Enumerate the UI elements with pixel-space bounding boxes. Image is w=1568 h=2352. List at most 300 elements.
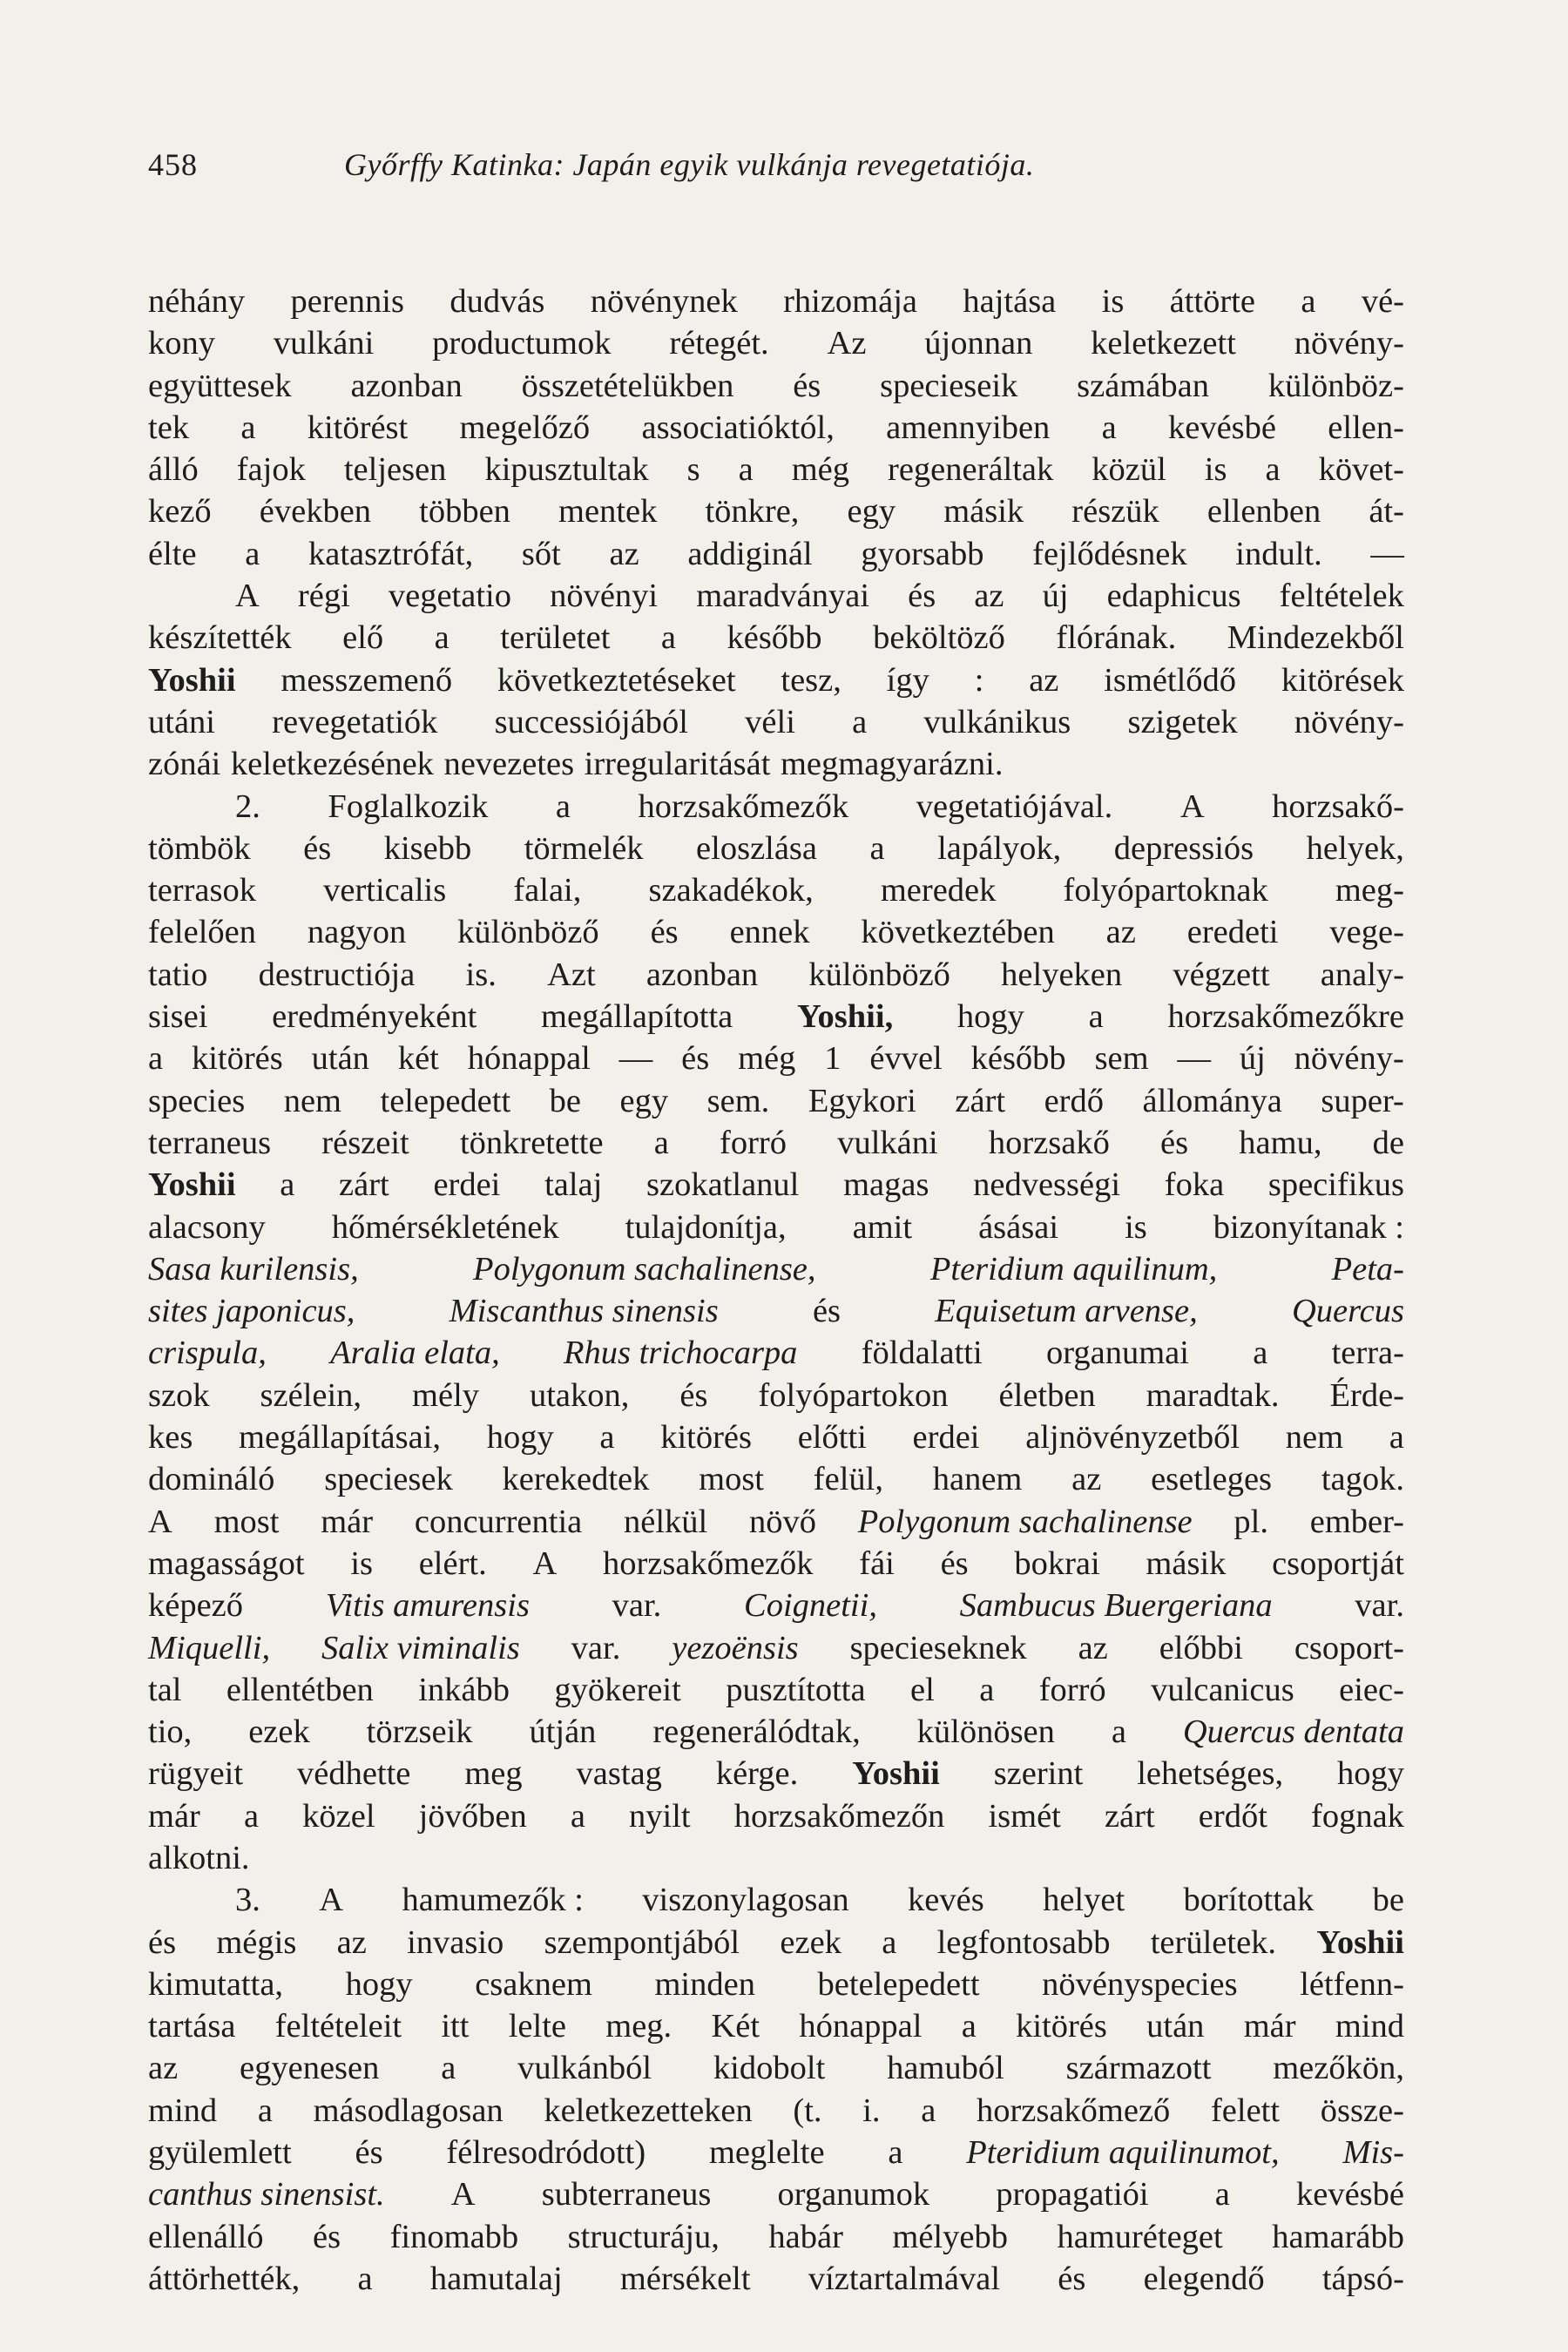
word: nem [283, 1082, 341, 1119]
word: Egykori [808, 1082, 916, 1119]
word: mind [148, 2092, 218, 2129]
text-line [148, 1669, 1404, 1711]
word: katasztrófát, [308, 535, 474, 572]
word: A [148, 1503, 172, 1540]
word: tal [148, 1671, 182, 1708]
word: tesz, [781, 661, 841, 699]
word: nevezetes [443, 746, 575, 783]
word: — [618, 1040, 653, 1078]
word: mentek [558, 493, 658, 531]
word: rétegét. [669, 325, 769, 362]
species-name: Miquelli, [148, 1629, 271, 1666]
species-name: Vitis amurensis [325, 1587, 530, 1625]
word: finomabb [389, 2218, 519, 2255]
word: másik [1146, 1544, 1227, 1582]
text-line [148, 2173, 1404, 2215]
word: szokatlanul [646, 1166, 800, 1204]
word: szok [148, 1376, 210, 1414]
word: terraneus [148, 1124, 272, 1161]
species-name: canthus sinensist. [148, 2176, 385, 2213]
word: specieseknek [849, 1629, 1027, 1666]
word: létfenn- [1300, 1965, 1404, 2003]
word: falai, [513, 872, 582, 909]
word: var. [571, 1629, 621, 1666]
word: alacsony [148, 1208, 266, 1246]
word: terrasok [148, 872, 256, 909]
word: egy [619, 1082, 669, 1119]
word: előtti [797, 1419, 867, 1456]
text-line [148, 659, 1404, 701]
text-line [148, 1248, 1404, 1290]
word: és [650, 914, 679, 951]
word: mély [412, 1376, 480, 1414]
author-name: Yoshii, [797, 998, 894, 1036]
word: horzsakőmezőn [733, 1797, 945, 1835]
text-line [148, 2216, 1404, 2258]
word: organumok [777, 2176, 930, 2213]
word: zárt [955, 1082, 1006, 1119]
word: kitörések [1281, 661, 1404, 699]
word: bokrai [1014, 1544, 1100, 1582]
word: felett [1210, 2092, 1281, 2129]
text-line [148, 407, 1404, 449]
word: szigetek [1127, 703, 1238, 740]
word: erdei [433, 1166, 501, 1204]
word: és [812, 1293, 841, 1330]
text-line [148, 1375, 1404, 1416]
word: helyek, [1306, 829, 1404, 867]
word: jövőben [418, 1797, 527, 1835]
word: a [1389, 1419, 1404, 1456]
word: s [686, 451, 700, 489]
word: lehetséges, [1137, 1755, 1284, 1793]
word: erdei [912, 1419, 980, 1456]
word: évvel [869, 1040, 943, 1078]
word: telepedett [380, 1082, 511, 1119]
word: irregularitását [584, 746, 771, 783]
word: készítették [148, 619, 292, 657]
word: felelően [148, 914, 256, 951]
word: utáni [148, 703, 215, 740]
word: még [791, 451, 850, 489]
word: és [148, 1923, 177, 1961]
word: be [549, 1082, 582, 1119]
word: habár [768, 2218, 843, 2255]
word: a [555, 787, 571, 825]
text-line [148, 1711, 1404, 1753]
word: után [1146, 2008, 1205, 2045]
word: Érde- [1329, 1376, 1404, 1414]
species-name: Coignetii, [744, 1587, 877, 1625]
word: a [653, 1124, 669, 1161]
word: a [1088, 998, 1104, 1036]
word: másik [943, 493, 1024, 531]
word: analy- [1320, 956, 1404, 993]
word: és [1058, 2260, 1086, 2297]
word: kérge. [715, 1755, 799, 1793]
word: növény- [1294, 703, 1404, 740]
word: a [882, 1923, 897, 1961]
word: és [355, 2134, 383, 2172]
word: elért. [418, 1544, 487, 1582]
word: részeit [321, 1124, 409, 1161]
word: ismétlődő [1104, 661, 1237, 699]
word: tönkretette [459, 1124, 604, 1161]
word: tömbök [148, 829, 251, 867]
word: vé- [1361, 283, 1404, 320]
word: vulcanicus [1151, 1671, 1294, 1708]
word: és [313, 2218, 341, 2255]
word: hajtása [963, 283, 1057, 320]
page-number: 458 [148, 147, 198, 182]
word: össze- [1320, 2092, 1404, 2129]
word: terra- [1331, 1335, 1404, 1372]
word: már [321, 1503, 374, 1540]
word: indult. [1235, 535, 1322, 572]
word: 1 [824, 1040, 841, 1078]
word: kevés [908, 1882, 984, 1919]
word: horzsakőmezőkre [1167, 998, 1404, 1036]
word: a [738, 451, 754, 489]
word: többen [419, 493, 510, 531]
word: esetleges [1151, 1461, 1273, 1498]
word: a [961, 2008, 977, 2045]
word: Az [827, 325, 867, 362]
word: képező [148, 1587, 244, 1625]
word: kony [148, 325, 215, 362]
text-line [148, 1164, 1404, 1206]
text-line [148, 449, 1404, 490]
word: növényi [550, 578, 659, 615]
species-name: sites japonicus, [148, 1293, 355, 1330]
word: domináló [148, 1461, 275, 1498]
word: így [886, 661, 929, 699]
word: amennyiben [886, 409, 1051, 446]
word: keletkezésének [230, 746, 434, 783]
word: tulajdonítja, [625, 1208, 787, 1246]
word: betelepedett [817, 1965, 980, 2003]
word: a [441, 2050, 456, 2087]
text-line [148, 828, 1404, 869]
text-line [148, 1290, 1404, 1332]
word: lelte [508, 2008, 566, 2045]
word: a [357, 2260, 373, 2297]
text-line [148, 575, 1404, 617]
word: származott [1065, 2050, 1212, 2087]
word: még [738, 1040, 796, 1078]
word: vegetatiójával. [916, 787, 1113, 825]
word: rügyeit [148, 1755, 244, 1793]
word: nagyon [307, 914, 407, 951]
word: A [532, 1544, 558, 1582]
word: mélyebb [892, 2218, 1008, 2255]
species-name: Aralia elata, [330, 1335, 500, 1372]
word: revegetatiók [272, 703, 438, 740]
word: a [888, 2134, 903, 2172]
word: lapályok, [937, 829, 1062, 867]
word: az [974, 578, 1004, 615]
word: és [940, 1544, 969, 1582]
word: növénynek [590, 283, 738, 320]
word: az [609, 535, 639, 572]
word: kező [148, 493, 212, 531]
word: helyet [1043, 1882, 1125, 1919]
word: együttesek [148, 367, 292, 404]
word: sisei [148, 998, 208, 1036]
word: területet [500, 619, 611, 657]
word: invasio [407, 1923, 504, 1961]
word: hamutalaj [429, 2260, 563, 2297]
word: kisebb [383, 829, 472, 867]
text-line [148, 954, 1404, 996]
word: törmelék [524, 829, 644, 867]
word: ismét [988, 1797, 1061, 1835]
word: és [793, 367, 821, 404]
text-line [148, 869, 1404, 911]
word: fajok [236, 451, 306, 489]
text-line [148, 1080, 1404, 1122]
word: Foglalkozik [328, 787, 489, 825]
text-line [148, 490, 1404, 532]
word: meredek [880, 872, 997, 909]
word: mind [1335, 2008, 1404, 2045]
word: utakon, [529, 1376, 630, 1414]
word: organumai [1045, 1335, 1189, 1372]
word: elegendő [1143, 2260, 1265, 2297]
word: növény- [1294, 1040, 1404, 1078]
word: eiec- [1339, 1671, 1404, 1708]
word: a [280, 1166, 295, 1204]
word: az [1029, 661, 1059, 699]
word: védhette [296, 1755, 411, 1793]
word: később [970, 1040, 1066, 1078]
word: megállapításai, [239, 1419, 442, 1456]
word: mezőkön, [1273, 2050, 1404, 2087]
word: a [599, 1419, 615, 1456]
word: hamumezők : [402, 1882, 584, 1919]
word: csaknem [475, 1965, 592, 2003]
text-line [148, 1543, 1404, 1585]
word: azonban [645, 956, 759, 993]
text-line [148, 743, 1404, 785]
text-line [148, 280, 1404, 322]
word: : [974, 661, 984, 699]
word: ennek [729, 914, 810, 951]
species-name: Sasa kurilensis, [148, 1250, 359, 1288]
word: másodlagosan [313, 2092, 504, 2129]
word: új [1239, 1040, 1266, 1078]
word: tartása [148, 2008, 236, 2045]
word: talaj [544, 1166, 603, 1204]
word: eredményeként [272, 998, 477, 1036]
species-name: Pteridium aquilinum, [929, 1250, 1218, 1288]
word: nem [1285, 1419, 1344, 1456]
word: a [1214, 2176, 1230, 2213]
word: kevésbé [1167, 409, 1276, 446]
word: horzsakő [988, 1124, 1110, 1161]
word: flórának. [1056, 619, 1177, 657]
word: szempontjából [544, 1923, 740, 1961]
word: területek. [1150, 1923, 1277, 1961]
word: sem. [706, 1082, 770, 1119]
word: regeneráltak [888, 451, 1054, 489]
word: meg [464, 1755, 523, 1793]
word: összetételükben [521, 367, 734, 404]
word: i. [862, 2092, 881, 2129]
word: közel [302, 1797, 375, 1835]
word: structuráju, [567, 2218, 720, 2255]
word: hamuréteget [1057, 2218, 1223, 2255]
word: Mindezekből [1227, 619, 1404, 657]
word: be [1372, 1882, 1404, 1919]
word: zárt [339, 1166, 389, 1204]
word: a [434, 619, 449, 657]
word: speciesek [324, 1461, 453, 1498]
word: fejlődésnek [1032, 535, 1187, 572]
word: is. [465, 956, 497, 993]
word: régi [297, 578, 350, 615]
word: részük [1071, 493, 1159, 531]
word: legfontosabb [936, 1923, 1111, 1961]
word: mérsékelt [619, 2260, 751, 2297]
word: megállapította [541, 998, 733, 1036]
word: beköltöző [873, 619, 1005, 657]
word: a [240, 409, 256, 446]
text-line [148, 2047, 1404, 2089]
word: a [148, 1040, 164, 1078]
word: a [1101, 409, 1117, 446]
word: álló [148, 451, 199, 489]
word: associatióktól, [641, 409, 835, 446]
word: teljesen [343, 451, 447, 489]
text-line [148, 1879, 1404, 1921]
word: végzett [1173, 956, 1270, 993]
word: útján [529, 1713, 597, 1751]
word: pusztította [726, 1671, 866, 1708]
word: itt [441, 2008, 470, 2045]
word: hogy [486, 1419, 554, 1456]
word: törzseik [366, 1713, 473, 1751]
word: megelőző [459, 409, 591, 446]
word: regenerálódtak, [652, 1713, 861, 1751]
word: hamu, [1239, 1124, 1322, 1161]
word: tönkre, [705, 493, 800, 531]
word: különösen [916, 1713, 1055, 1751]
word: a [1111, 1713, 1126, 1751]
text-line [148, 1795, 1404, 1837]
word: azonban [350, 367, 463, 404]
word: keletkezett [1091, 325, 1236, 362]
word: az [336, 1923, 367, 1961]
word: áttörhették, [148, 2260, 301, 2297]
word: kidobolt [713, 2050, 826, 2087]
word: destructiója [258, 956, 416, 993]
text-line [148, 2090, 1404, 2132]
word: horzsakő- [1272, 787, 1404, 825]
species-name: Equisetum arvense, [935, 1293, 1198, 1330]
word: és [908, 578, 936, 615]
text-line [148, 786, 1404, 828]
word: mégis [216, 1923, 297, 1961]
word: maradványai [696, 578, 870, 615]
word: ellentétben [226, 1671, 374, 1708]
word: közül [1092, 451, 1166, 489]
word: növényspecies [1042, 1965, 1238, 2003]
word: is [1101, 283, 1125, 320]
word: A [450, 2176, 476, 2213]
word: véli [745, 703, 795, 740]
word: gyülemlett [148, 2134, 292, 2172]
word: folyópartokon [758, 1376, 949, 1414]
word: super- [1321, 1082, 1404, 1119]
word: nélkül [624, 1503, 708, 1540]
word: meg. [605, 2008, 672, 2045]
word: messzemenő [280, 661, 453, 699]
word: az [148, 2050, 179, 2087]
text-line [148, 1837, 1404, 1879]
word: specieseik [880, 367, 1018, 404]
word: kerekedtek [502, 1461, 650, 1498]
word: hamuból [887, 2050, 1004, 2087]
word: is [350, 1544, 374, 1582]
word: kitörés [1016, 2008, 1107, 2045]
word: vege- [1329, 914, 1404, 951]
species-name: Pteridium aquilinumot, [966, 2134, 1280, 2172]
word: foka [1164, 1166, 1225, 1204]
word: aljnövényzetből [1025, 1419, 1240, 1456]
text-line [148, 1963, 1404, 2005]
text-line [148, 701, 1404, 743]
word: eloszlása [696, 829, 818, 867]
word: újonnan [924, 325, 1033, 362]
word: horzsakőmezők [602, 1544, 814, 1582]
word: hamarább [1272, 2218, 1404, 2255]
word: gyökereit [554, 1671, 681, 1708]
word: edaphicus [1106, 578, 1241, 615]
running-head: Győrffy Katinka: Japán egyik vulkánja revegetatiója. [344, 147, 1035, 182]
word: bizonyítanak : [1213, 1208, 1404, 1246]
word: különböző [808, 956, 950, 993]
species-name: Mis- [1342, 2134, 1404, 2172]
word: hogy [956, 998, 1024, 1036]
word: eredeti [1186, 914, 1279, 951]
word: is [1204, 451, 1227, 489]
text-line [148, 1416, 1404, 1458]
word: viszonylagosan [642, 1882, 849, 1919]
word: életben [998, 1376, 1096, 1414]
author-name: Yoshii [852, 1755, 940, 1793]
word: a [1265, 451, 1281, 489]
word: (t. [793, 2092, 822, 2129]
word: növény- [1294, 325, 1404, 362]
word: feltételek [1279, 578, 1404, 615]
word: fognak [1311, 1797, 1404, 1835]
word: pl. [1233, 1503, 1268, 1540]
word: ezek [248, 1713, 310, 1751]
word: A [235, 578, 260, 615]
word: kevésbé [1296, 2176, 1404, 2213]
word: meglelte [708, 2134, 825, 2172]
word: a [570, 1797, 585, 1835]
word: hónappal [467, 1040, 591, 1078]
word: hónappal [799, 2008, 923, 2045]
word: var. [1355, 1587, 1404, 1625]
word: és [1160, 1124, 1189, 1161]
word: következtetéseket [497, 661, 736, 699]
text-line [148, 1753, 1404, 1794]
word: kitörést [307, 409, 409, 446]
word: most [213, 1503, 280, 1540]
